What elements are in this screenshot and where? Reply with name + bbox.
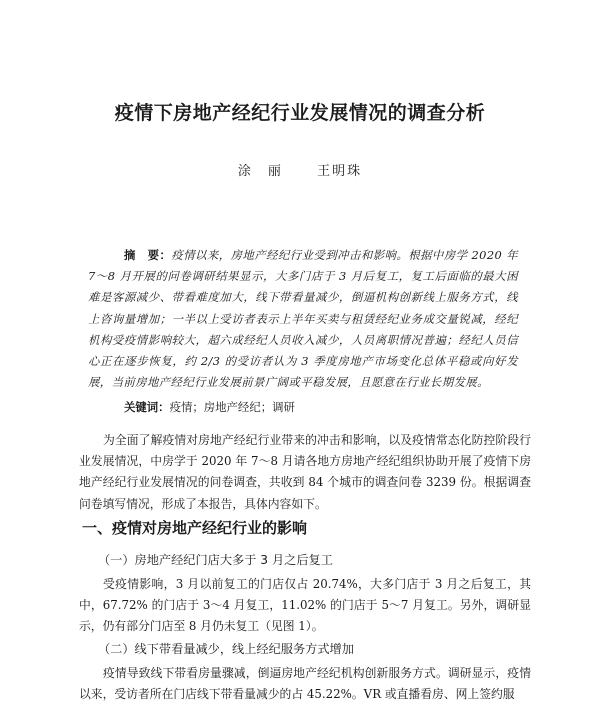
- keywords-text: 疫情；房地产经纪；调研: [169, 400, 295, 414]
- subsection-heading: （一）房地产经纪门店大多于 3 月之后复工: [98, 553, 333, 567]
- body-paragraph: 受疫情影响，3 月以前复工的门店仅占 20.74%，大多门店于 3 月之后复工，其中，67.72% 的门店于 3～4 月复工，11.02% 的门店于 5～7 月复工。另外，调研显示，仍有部分门店至 8 月仍未复工（见图 1）。: [79, 577, 531, 634]
- abstract: [88, 245, 518, 393]
- abstract-label: 摘 要：: [124, 248, 172, 262]
- keywords-label: 关键词：: [124, 400, 170, 414]
- paper-title: 疫情下房地产经纪行业发展情况的调查分析: [114, 102, 486, 124]
- keywords: [124, 398, 524, 416]
- subsection-heading: （二）线下带看量减少，线上经纪服务方式增加: [98, 642, 354, 656]
- author-line: [0, 160, 600, 179]
- abstract-text: 疫情以来，房地产经纪行业受到冲击和影响。根据中房学 2020 年 7～8 月开展的问卷调研结果显示，大多门店于 3 月后复工，复工后面临的最大困难是客源减少、带看难度加大，线下带看量减少，倒逼机构创新线上服务方式，线上咨询量增加；一半以上受访者表示上半年买卖与租赁经纪业务成交量锐减，经纪机构受疫情影响较大，超六成经纪人员收入减少，人员离职情况普遍；经纪人员信心正在逐步恢复，约 2/3 的受访者认为 3 季度房地产市场变化总体平稳或向好发展，当前房地产经纪行业发展前景广阔或平稳发展，且愿意在行业长期发展。: [88, 248, 518, 390]
- section-heading: 一、疫情对房地产经纪行业的影响: [82, 519, 308, 537]
- intro-paragraph: 为全面了解疫情对房地产经纪行业带来的冲击和影响，以及疫情常态化防控阶段行业发展情况，中房学于 2020 年 7～8 月请各地方房地产经纪组织协助开展了疫情下房地产经纪行业发展情况的问卷调查，共收到 84 个城市的调查问卷 3239 份。根据调查问卷填写情况，形成了本报告，具体内容如下。: [79, 433, 531, 511]
- author-name: 王明珠: [317, 164, 363, 179]
- author-name: 涂 丽: [237, 164, 283, 179]
- body-paragraph: 疫情导致线下带看房量骤减，倒逼房地产经纪机构创新服务方式。调研显示，疫情以来，受访者所在门店线下带看量减少的占 45.22%。VR 或直播看房、网上签约服: [79, 666, 531, 702]
